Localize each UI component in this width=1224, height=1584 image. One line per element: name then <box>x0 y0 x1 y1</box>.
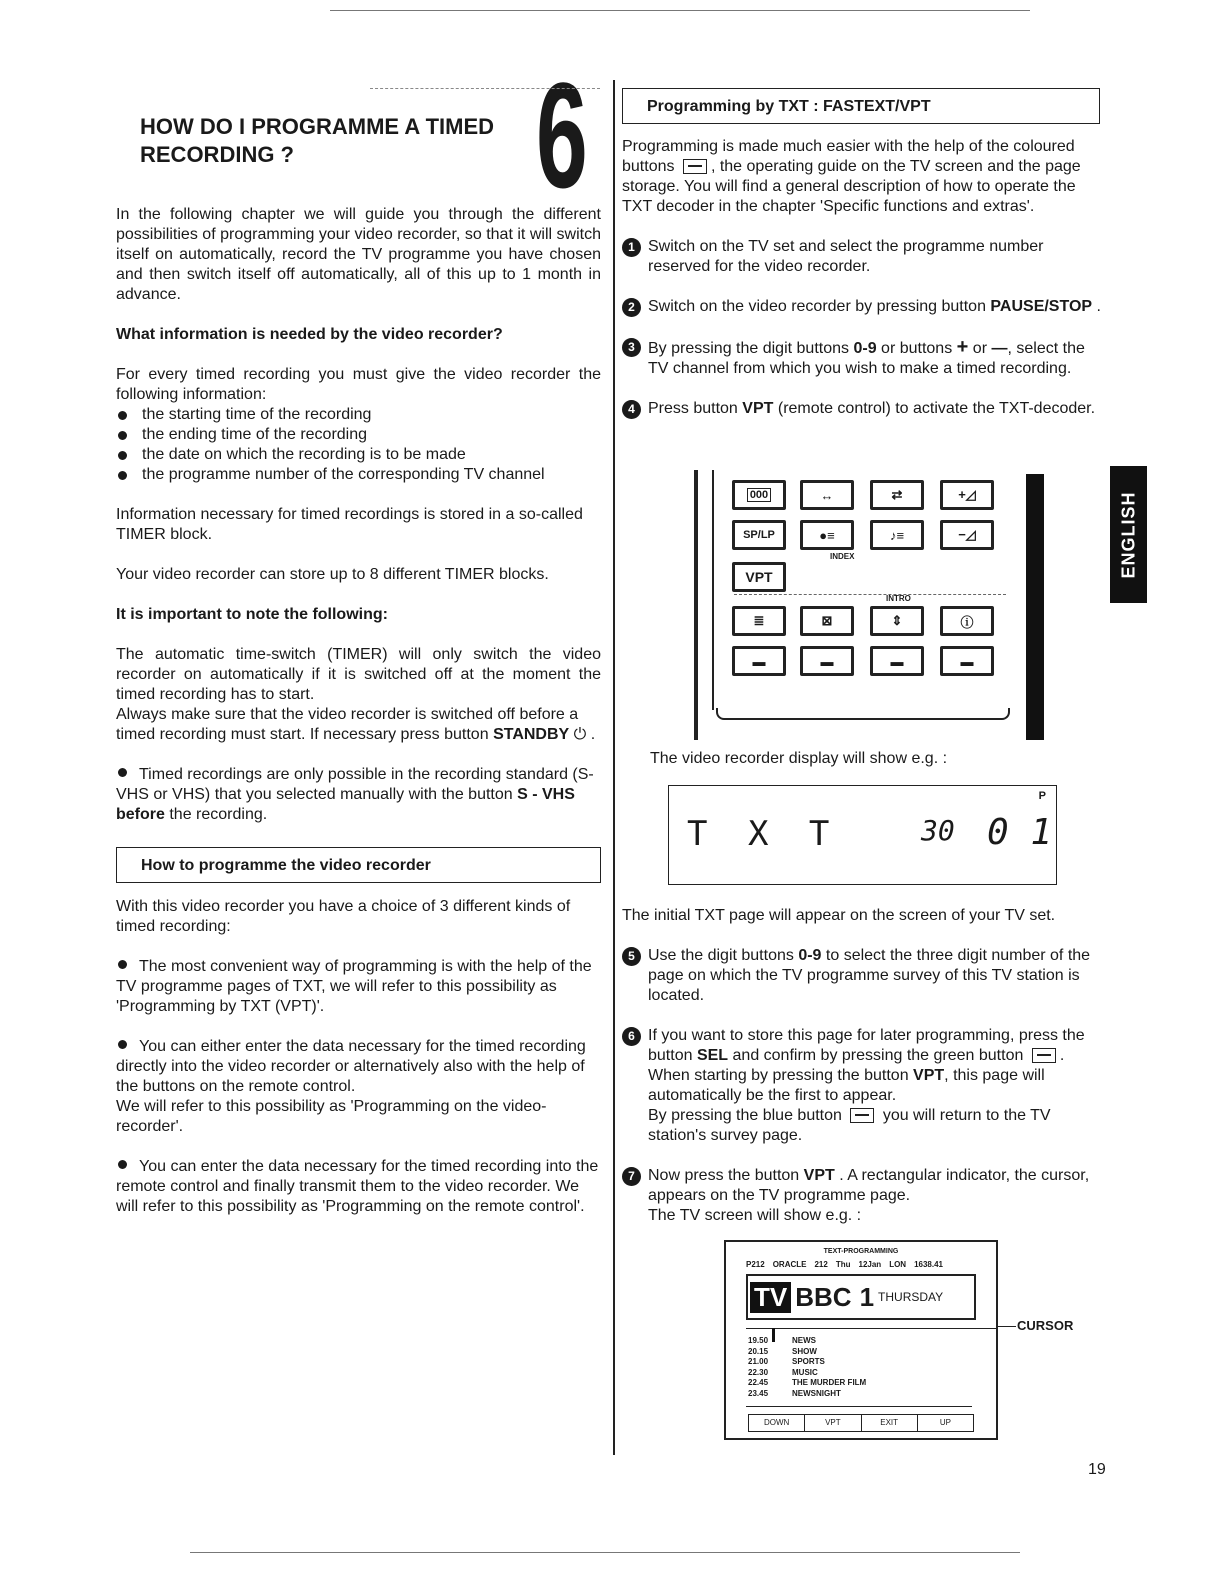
swap-arrows-icon: ↔ <box>800 480 854 510</box>
tv-slot-title: NEWS <box>792 1336 816 1345</box>
txt-page-text: The initial TXT page will appear on the screen of your TV set. <box>622 907 1056 924</box>
question-heading: What information is needed by the video recorder? <box>116 326 503 343</box>
step-number-icon: 7 <box>622 1167 641 1186</box>
tv-button-bar <box>748 1414 974 1432</box>
list-item: the programme number of the corresponding TV channel <box>116 465 601 485</box>
page-number: 19 <box>1088 1461 1106 1478</box>
yellow-button-icon: ▬ <box>870 646 924 676</box>
standard-text: Timed recordings are only possible in the recording standard (S-VHS or VHS) that you selected manually with the button <box>116 766 594 803</box>
step-7-text-a: Now press the button <box>648 1167 800 1184</box>
cursor-pointer-line <box>998 1326 1016 1327</box>
option-txt-text: The most convenient way of programming is with the help of the TV programme pages of TXT, we will refer to this possibility as 'Programming by TXT (VPT)'. <box>116 958 592 1015</box>
step-2-text: Switch on the video recorder by pressing button <box>648 298 986 315</box>
tv-slot-title: SPORTS <box>792 1357 825 1366</box>
step-7-text-c: The TV screen will show e.g. : <box>648 1207 862 1224</box>
vpt-key: VPT <box>803 1167 835 1184</box>
tv-slot-title: THE MURDER FILM <box>792 1378 867 1387</box>
recorder-display <box>668 785 1057 885</box>
index-label: INDEX <box>830 552 855 561</box>
step-5-text-a: Use the digit buttons <box>648 947 794 964</box>
step-5 <box>622 946 1104 1006</box>
remote-left-edge <box>694 470 698 740</box>
step-6-text-e: By pressing the blue button <box>648 1107 842 1124</box>
timer-count: Your video recorder can store up to 8 different TIMER blocks. <box>116 566 549 583</box>
tv-page: P212 <box>746 1260 765 1269</box>
text-page-icon: ≣ <box>732 606 786 636</box>
tv-weekday: Thu <box>835 1260 851 1269</box>
info-icon: ⓘ <box>940 606 994 636</box>
before-word: before <box>116 806 165 823</box>
option-recorder-text: You can either enter the data necessary for the timed recording directly into the video recorder or alternatively also with the help of the buttons on the remote control. <box>116 1038 586 1095</box>
list-item: the ending time of the recording <box>116 425 601 445</box>
timer-info: Information necessary for timed recordings is stored in a so-called TIMER block. <box>116 506 583 543</box>
step-6-text-b: and confirm by pressing the green button <box>732 1047 1024 1064</box>
tv-region: LON <box>889 1260 907 1269</box>
option-txt <box>116 957 601 1017</box>
tv-time: 1638.41 <box>914 1260 943 1269</box>
chapter-number: 6 <box>536 51 588 219</box>
music-icon: ♪≡ <box>870 520 924 550</box>
step-6-text-a: If you want to store this page for later programming, press the button <box>648 1027 1085 1064</box>
standby-text: Always make sure that the video recorder is switched off before a timed recording must start. If necessary press button <box>116 706 579 743</box>
tv-slot-title: NEWSNIGHT <box>792 1388 841 1398</box>
tv-down-button: DOWN <box>749 1415 805 1431</box>
table-row <box>748 1357 866 1368</box>
loop-arrows-icon: ⇄ <box>870 480 924 510</box>
vpt-key: VPT <box>742 400 774 417</box>
bullet-dot <box>118 1040 127 1049</box>
step-1-text: Switch on the TV set and select the programme number reserved for the video recorder. <box>648 238 1044 275</box>
note-text: The automatic time-switch (TIMER) will only switch the video recorder on automatically if it is switched off at the moment the timed recording has to start. <box>116 646 601 703</box>
step-7-text-b: . A rectangular indicator, the cursor, appears on the TV programme page. <box>648 1167 1090 1204</box>
bullet-dot <box>118 768 127 777</box>
scan-artifact-top <box>330 10 1030 11</box>
standard-paragraph <box>116 765 601 825</box>
tv-slot-title: SHOW <box>792 1346 817 1356</box>
volume-down-icon: −◿ <box>940 520 994 550</box>
txt-intro-a: Programming is made much easier with the help of the coloured buttons <box>622 138 1075 175</box>
step-number-icon: 1 <box>622 238 641 257</box>
remote-control-illustration <box>690 470 1045 740</box>
step-6-text-f: you will return to the TV station's survey page. <box>648 1107 1051 1144</box>
sp-lp-button: SP/LP <box>732 520 786 550</box>
svhs-key: S - VHS <box>517 786 575 803</box>
pause-stop-key: PAUSE/STOP <box>990 298 1093 315</box>
tv-page-num: 212 <box>814 1260 828 1269</box>
question-text: For every timed recording you must give the video recorder the following information: <box>116 366 601 403</box>
step-5-text-b: to select the three digit number of the page on which the TV programme survey of this TV station is located. <box>648 947 1091 1004</box>
blue-button-icon <box>850 1108 874 1123</box>
red-button-icon: ▬ <box>732 646 786 676</box>
display-p: P <box>1038 790 1046 802</box>
tv-footer-line <box>746 1406 972 1407</box>
heading-rule <box>370 88 600 90</box>
table-row <box>748 1336 866 1347</box>
table-row <box>748 1347 866 1358</box>
vpt-key: VPT <box>913 1067 945 1084</box>
step-number-icon: 2 <box>622 298 641 317</box>
language-tab <box>1110 466 1147 603</box>
minus-key: — <box>991 340 1008 357</box>
step-number-icon: 3 <box>622 338 641 357</box>
tv-slot-time: 22.45 <box>748 1378 769 1387</box>
vpt-button: VPT <box>732 562 786 592</box>
tv-channel-banner <box>746 1274 976 1320</box>
txt-box-heading: Programming by TXT : FASTEXT/VPT <box>622 88 1100 124</box>
step-2: 2 Switch on the video recorder by pressing button PAUSE/STOP . <box>622 297 1104 317</box>
option-recorder-ref: We will refer to this possibility as 'Programming on the video-recorder'. <box>116 1098 547 1135</box>
bullet-dot <box>118 1160 127 1169</box>
option-recorder <box>116 1037 601 1097</box>
remote-right-edge <box>1026 474 1044 740</box>
display-30: 30 <box>921 814 955 847</box>
step-6: 6 If you want to store this page for later programming, press the button SEL and confirm by pressing the green button . When starting by pressing the button VPT, this page will automatically be the first to appear. By pressing the blue button you will return to the TV station's survey page. <box>622 1026 1104 1146</box>
cursor-label: CURSOR <box>1017 1318 1074 1333</box>
tv-slot-time: 22.30 <box>748 1367 769 1377</box>
chapter-title-line2: RECORDING ? <box>140 142 294 167</box>
tv-screen-illustration <box>724 1240 998 1440</box>
standby-paragraph: Always make sure that the video recorder is switched off before a timed recording must start. If necessary press button STANDBY ⏻ . <box>116 706 596 743</box>
option-remote-text: You can enter the data necessary for the timed recording into the remote control and finally transmit them to the video recorder. We will refer to this possibility as 'Programming on the remote control'. <box>116 1158 599 1215</box>
table-row <box>748 1368 866 1379</box>
tv-schedule <box>748 1336 866 1399</box>
step-3-or: or <box>972 340 988 357</box>
display-txt: T X T <box>687 814 840 854</box>
remote-inner-edge <box>712 470 714 710</box>
list-item: the starting time of the recording <box>116 405 601 425</box>
step-3-text-b: or buttons <box>881 340 953 357</box>
tv-date: 12Jan <box>858 1260 882 1269</box>
table-row <box>748 1378 866 1389</box>
step-6-text-d: , this page will automatically be the first to appear. <box>648 1067 1045 1104</box>
step-3-text-c: , select the TV channel from which you wish to make a timed recording. <box>648 340 1085 377</box>
step-1 <box>622 237 1104 277</box>
standby-icon: ⏻ <box>573 726 587 743</box>
step-number-icon: 4 <box>622 400 641 419</box>
tv-slot-time: 23.45 <box>748 1388 769 1398</box>
txt-intro <box>622 137 1104 217</box>
tv-channel-number: 1 <box>859 1281 875 1312</box>
tv-up-button: UP <box>939 1418 951 1427</box>
before-rest: the recording. <box>169 806 268 823</box>
record-icon: ●≡ <box>800 520 854 550</box>
option-remote <box>116 1157 601 1217</box>
step-number-icon: 6 <box>622 1027 641 1046</box>
txt-intro-b: , the operating guide on the TV screen and the page storage. You will find a general description of how to operate the TXT decoder in the chapter 'Specific functions and extras'. <box>622 158 1081 215</box>
choice-text: With this video recorder you have a choice of 3 different kinds of timed recording: <box>116 898 571 935</box>
tv-status-row <box>746 1260 943 1269</box>
digit-key: 0-9 <box>798 947 822 964</box>
tv-exit-button: EXIT <box>862 1415 918 1431</box>
step-3 <box>622 337 1104 379</box>
plus-key: + <box>956 336 969 358</box>
left-column <box>116 205 601 1217</box>
tv-logo: TV <box>750 1282 791 1313</box>
bullet-dot <box>118 960 127 969</box>
step-4-text-b: (remote control) to activate the TXT-decoder. <box>777 400 1096 417</box>
table-row <box>748 1389 866 1400</box>
cancel-icon: ⊠ <box>800 606 854 636</box>
coloured-button-icon <box>683 159 707 174</box>
reveal-icon: ⇕ <box>870 606 924 636</box>
step-4-text-a: Press button <box>648 400 738 417</box>
info-list <box>116 405 601 485</box>
how-to-box-heading: How to programme the video recorder <box>116 847 601 883</box>
scan-artifact-bottom <box>190 1552 1020 1553</box>
step-6-text-c: When starting by pressing the button <box>648 1067 909 1084</box>
tv-day: THURSDAY <box>878 1290 944 1304</box>
intro-label: INTRO <box>886 594 911 603</box>
right-column-top <box>622 137 1104 419</box>
tv-slot-title: MUSIC <box>792 1367 818 1377</box>
list-item: the date on which the recording is to be made <box>116 445 601 465</box>
note-heading: It is important to note the following: <box>116 606 388 623</box>
right-column-bottom <box>622 906 1104 1226</box>
remote-divider <box>734 594 1006 595</box>
tv-slot-time: 21.00 <box>748 1357 769 1366</box>
right-column-heading-wrap <box>622 88 1104 124</box>
tv-service: ORACLE <box>772 1260 807 1269</box>
tv-slot-time: 19.50 <box>748 1336 769 1345</box>
column-divider <box>613 80 615 1455</box>
blue-button-icon: ▬ <box>940 646 994 676</box>
tv-channel-name: BBC <box>795 1281 852 1312</box>
chapter-title <box>140 113 494 169</box>
green-button-icon: ▬ <box>800 646 854 676</box>
chapter-title-line1: HOW DO I PROGRAMME A TIMED <box>140 114 495 139</box>
remote-bottom-curve <box>716 708 1010 720</box>
tv-cursor-line <box>746 1328 996 1329</box>
green-button-icon <box>1032 1048 1056 1063</box>
tv-vpt-button: VPT <box>805 1415 861 1431</box>
intro-paragraph: In the following chapter we will guide you through the different possibilities of programming your video recorder, so that it will switch itself on automatically, record the TV programme you have chosen and then switch itself off automatically, all of this up to 1 month in advance. <box>116 206 601 303</box>
display-caption: The video recorder display will show e.g. : <box>650 750 948 767</box>
volume-up-icon: +◿ <box>940 480 994 510</box>
tv-slot-time: 20.15 <box>748 1346 769 1356</box>
step-number-icon: 5 <box>622 947 641 966</box>
step-3-text-a: By pressing the digit buttons <box>648 340 850 357</box>
display-01: 0 1 <box>987 812 1053 853</box>
sel-key: SEL <box>696 1047 729 1064</box>
tv-header: TEXT-PROGRAMMING <box>823 1248 899 1255</box>
counter-label: 000 <box>747 488 771 502</box>
step-4 <box>622 399 1104 419</box>
step-7 <box>622 1166 1104 1226</box>
language-tab-label: ENGLISH <box>1118 490 1138 579</box>
digit-key: 0-9 <box>853 340 877 357</box>
counter-button <box>732 480 786 510</box>
standby-key: STANDBY <box>493 726 570 743</box>
